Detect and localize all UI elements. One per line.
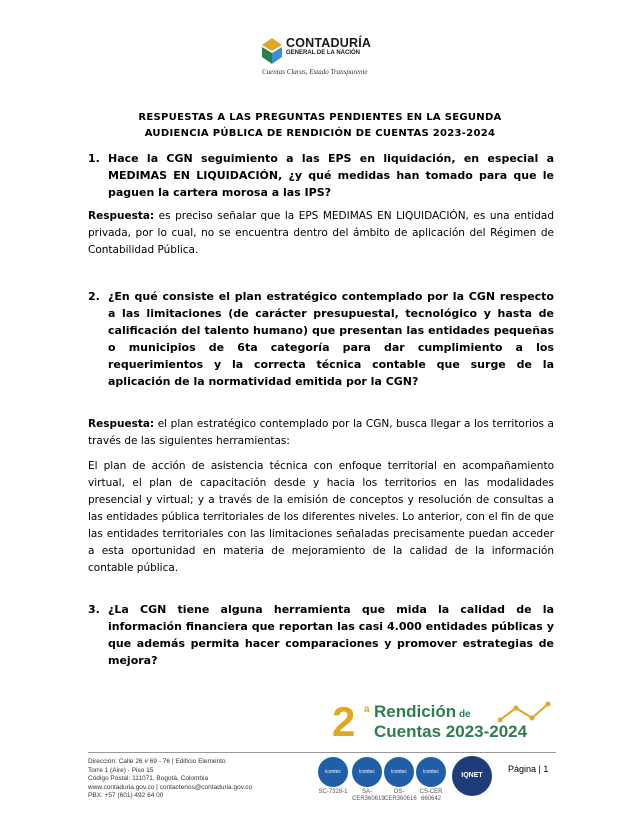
certification-badge xyxy=(318,757,348,796)
icontec-icon: icontec xyxy=(416,757,446,787)
document-title xyxy=(88,110,552,142)
rendicion-de: de xyxy=(456,709,471,720)
growth-chart-icon xyxy=(498,700,562,724)
answer-2 xyxy=(88,416,554,450)
question-3 xyxy=(88,601,554,669)
question-2 xyxy=(88,288,554,390)
logo-slogan: Cuentas Claras, Estado Transparente xyxy=(262,68,368,76)
rendicion-years: 2023-2024 xyxy=(445,722,528,741)
question-number: 1. xyxy=(88,152,100,165)
question-number: 3. xyxy=(88,603,100,616)
logo-title: CONTADURÍA xyxy=(286,36,372,50)
page-number: Página | 1 xyxy=(508,764,549,774)
rendicion-number: 2 xyxy=(332,698,356,745)
answer-text: el plan estratégico contemplado por la CGN, busca llegar a los territorios a través de las siguientes herramientas: xyxy=(88,418,554,447)
footer-divider xyxy=(88,752,556,753)
answer-label: Respuesta: xyxy=(88,210,155,222)
title-line-2: AUDIENCIA PÚBLICA DE RENDICIÓN DE CUENTAS 2023-2024 xyxy=(144,128,496,139)
cgn-emblem-icon xyxy=(262,38,282,64)
title-line-1: RESPUESTAS A LAS PREGUNTAS PENDIENTES EN LA SEGUNDA xyxy=(138,112,502,123)
certification-badge xyxy=(352,757,385,803)
cert-code: CS-CER 660642 xyxy=(419,789,443,802)
icontec-icon: icontec xyxy=(384,757,414,787)
question-text: ¿En qué consiste el plan estratégico contemplado por la CGN respecto a las limitaciones (de carácter presupuestal, tecnológico y hasta de calificación del talento humano) que presentan las entidades pequeñas o municipios de 6ta categoría para dar cumplimiento a los requerimientos y la correcta técnica contable que surge de la aplicación de la normatividad emitida por la CGN? xyxy=(108,290,554,388)
question-number: 2. xyxy=(88,290,100,303)
cert-code: SC-7328-1 xyxy=(318,789,348,795)
rendicion-cuentas-logo xyxy=(330,698,570,748)
cert-code: OS-CER360616 xyxy=(384,789,417,802)
cuentas-word-text: Cuentas xyxy=(374,722,446,741)
icontec-icon: icontec xyxy=(352,757,382,787)
cuentas-word xyxy=(374,722,527,742)
footer-address: Dirección: Calle 26 # 69 - 76 | Edificio Elemento Torre 1 (Aire) - Piso 15 Código Postal: 111071, Bogotá, Colombia www.contaduria.gov.co | contactenos@contaduria.gov.co PBX: +57 (601) 492 64 00 xyxy=(88,758,253,800)
question-1 xyxy=(88,150,554,201)
answer-1 xyxy=(88,208,554,259)
answer-label: Respuesta: xyxy=(88,418,155,430)
question-text: ¿La CGN tiene alguna herramienta que mida la calidad de la información financiera que reportan las casi 4.000 entidades públicas y que además permita hacer comparaciones y promover estrategias de mejora? xyxy=(108,603,554,667)
rendicion-word-1: Rendición xyxy=(374,702,457,721)
rendicion-ordinal: a xyxy=(364,704,370,715)
logo-subtitle: GENERAL DE LA NACIÓN xyxy=(286,50,361,56)
certification-badge xyxy=(384,757,417,803)
rendicion-word xyxy=(374,702,471,722)
iqnet-badge-icon: IQNET xyxy=(452,756,492,796)
cert-code: SA-CER360619 xyxy=(352,789,385,802)
question-text: Hace la CGN seguimiento a las EPS en liquidación, en especial a MEDIMAS EN LIQUIDACIÓN, ¿y qué medidas han tomado para que le paguen la cartera morosa a las IPS? xyxy=(108,152,554,199)
icontec-icon: icontec xyxy=(318,757,348,787)
certification-badge xyxy=(416,757,446,803)
answer-text: es preciso señalar que la EPS MEDIMAS EN LIQUIDACIÓN, es una entidad privada, por lo cual, no se encuentra dentro del ámbito de aplicación del Régimen de Contabilidad Pública. xyxy=(88,210,554,256)
cgn-logo xyxy=(262,36,392,82)
answer-2-paragraph-2: El plan de acción de asistencia técnica con enfoque territorial en acompañamiento virtual, el plan de capacitación desde y hacia los territorios en las modalidades presencial y virtual; y a través de la emisión de conceptos y resolución de consultas a las entidades pública territoriales de los diferentes niveles. Lo anterior, con el fin de que las entidades territoriales con las limitaciones señaladas precisamente puedan acceder a esta oportunidad en materia de mejoramiento de la calidad de la información contable pública. xyxy=(88,460,554,574)
